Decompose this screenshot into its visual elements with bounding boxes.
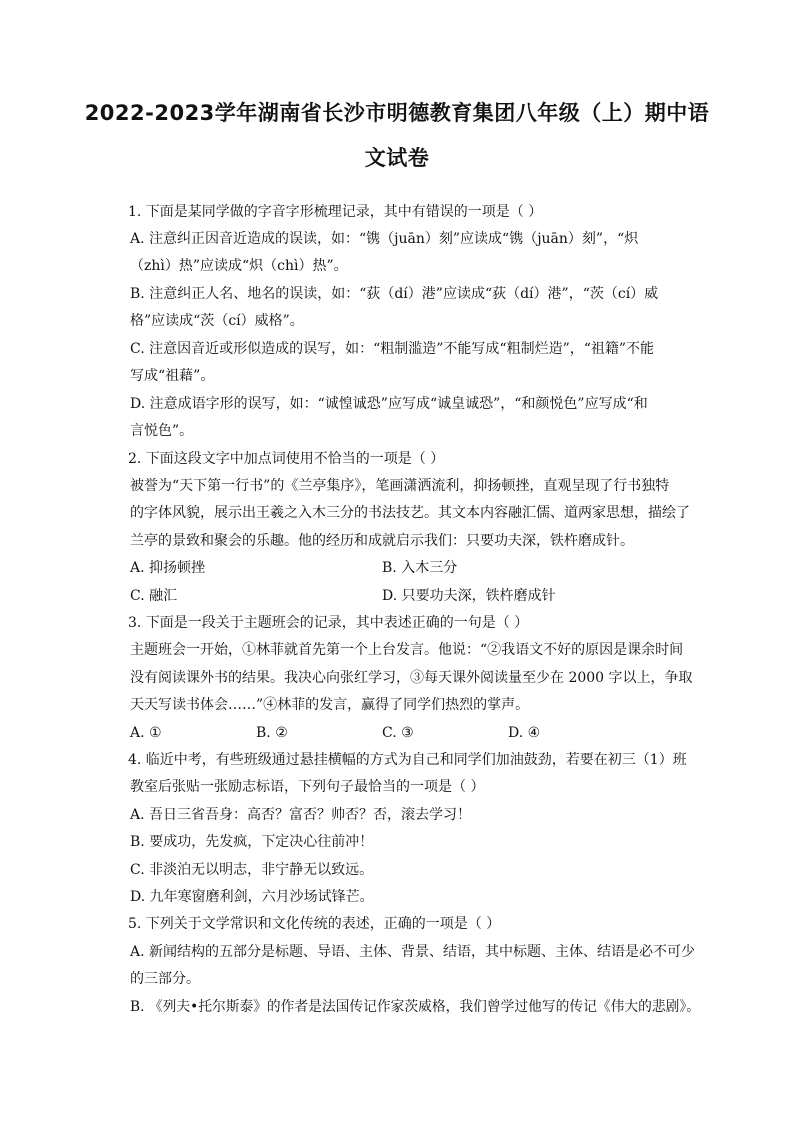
question-1-option-d-line2: 言悦色”。 — [130, 423, 194, 439]
question-3-passage-line2: 没有阅读课外书的结果。我决心向张红学习，③每天课外阅读量至少在 2000 字以上，争取 — [130, 670, 693, 686]
question-1-option-b-line1: B. 注意纠正人名、地名的误读，如：“荻（dí）港”应读成“荻（dí）港”，“茨（cí）威 — [130, 286, 659, 302]
question-3-option-c: C. ③ — [382, 725, 414, 741]
question-3-option-b: B. ② — [256, 725, 288, 741]
question-3-stem: 3. 下面是一段关于主题班会的记录，其中表述正确的一句是（ ） — [128, 615, 529, 631]
question-2-option-c: C. 融汇 — [130, 588, 178, 604]
question-2-passage-line1: 被誉为“天下第一行书”的《兰亭集序》，笔画潇洒流利，抑扬顿挫，直观呈现了行书独特 — [130, 478, 670, 494]
question-3-option-d: D. ④ — [508, 725, 541, 741]
exam-title-line2: 文试卷 — [364, 146, 430, 170]
question-4-option-b: B. 要成功，先发疯，下定决心往前冲！ — [130, 834, 374, 850]
question-5-stem: 5. 下列关于文学常识和文化传统的表述，正确的一项是（ ） — [128, 916, 501, 932]
question-4-stem-line1: 4. 临近中考，有些班级通过悬挂横幅的方式为自己和同学们加油鼓劲，若要在初三（1）班 — [128, 752, 687, 768]
question-2-option-d: D. 只要功夫深，铁杵磨成针 — [382, 588, 556, 604]
question-2-option-a: A. 抑扬顿挫 — [130, 560, 206, 576]
question-2-option-b: B. 入木三分 — [382, 560, 458, 576]
question-2-stem: 2. 下面这段文字中加点词使用不恰当的一项是（ ） — [128, 451, 445, 467]
question-4-option-a: A. 吾日三省吾身：高否？富否？帅否？否，滚去学习！ — [130, 807, 472, 823]
question-3-passage-line3: 天天写读书体会……”④林菲的发言，赢得了同学们热烈的掌声。 — [130, 697, 530, 713]
question-3-option-a: A. ① — [130, 725, 162, 741]
question-4-option-c: C. 非淡泊无以明志，非宁静无以致远。 — [130, 862, 374, 878]
question-1-option-a-line1: A. 注意纠正因音近造成的误读，如：“镌（juān）刻”应读成“镌（juān）刻”，“炽 — [130, 231, 639, 247]
question-1-option-d-line1: D. 注意成语字形的误写，如：“诚惶诚恐”应写成“诚皇诚恐”，“和颜悦色”应写成“和 — [130, 396, 648, 412]
question-5-option-a-line1: A. 新闻结构的五部分是标题、导语、主体、背景、结语，其中标题、主体、结语是必不可少 — [130, 944, 696, 960]
question-2-passage-line2: 的字体风貌，展示出王羲之入木三分的书法技艺。其文本内容融汇儒、道两家思想，描绘了 — [130, 505, 690, 521]
exam-title-line1: 2022-2023学年湖南省长沙市明德教育集团八年级（上）期中语 — [84, 101, 710, 125]
question-3-passage-line1: 主题班会一开始，①林菲就首先第一个上台发言。他说：“②我语文不好的原因是课余时间 — [130, 642, 684, 658]
question-1-option-c-line1: C. 注意因音近或形似造成的误写，如：“粗制滥造”不能写成“粗制烂造”，“祖籍”不能 — [130, 341, 655, 357]
question-1-option-c-line2: 写成“祖藉”。 — [130, 368, 215, 384]
question-5-option-b-line1: B. 《列夫•托尔斯泰》的作者是法国传记作家茨威格，我们曾学过他写的传记《伟大的悲剧》。 — [130, 999, 701, 1015]
question-1-option-a-line2: （zhì）热”应读成“炽（chì）热”。 — [130, 258, 348, 274]
question-4-stem-line2: 教室后张贴一张励志标语，下列句子最恰当的一项是（ ） — [130, 779, 485, 795]
question-1-option-b-line2: 格”应读成“茨（cí）威格”。 — [130, 313, 304, 329]
question-5-option-a-line2: 的三部分。 — [130, 971, 200, 987]
question-1-stem: 1. 下面是某同学做的字音字形梳理记录，其中有错误的一项是（ ） — [128, 204, 543, 220]
question-4-option-d: D. 九年寒窗磨利剑，六月沙场试锋芒。 — [130, 889, 374, 905]
question-2-passage-line3: 兰亭的景致和聚会的乐趣。他的经历和成就启示我们：只要功夫深，铁杵磨成针。 — [130, 533, 634, 549]
